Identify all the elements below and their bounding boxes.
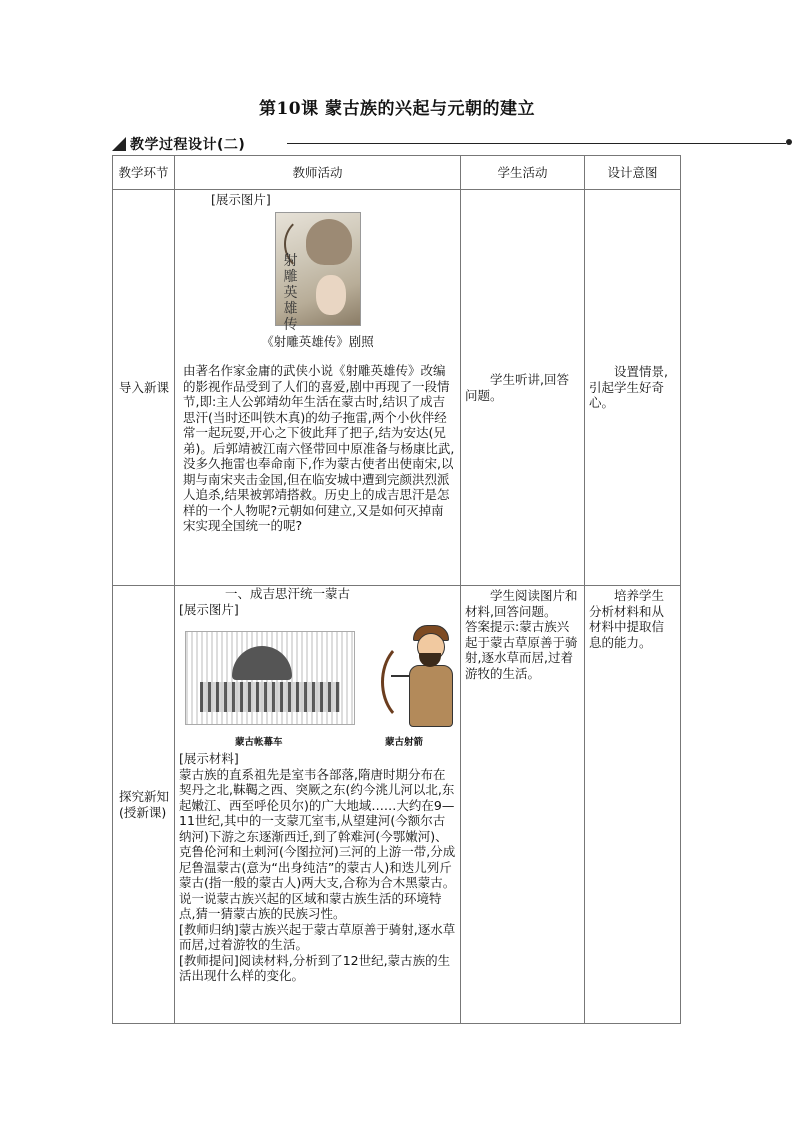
answer-hint: 答案提示:蒙古族兴起于蒙古草原善于骑射,逐水草而居,过着游牧的生活。: [465, 619, 578, 681]
header-teacher: 教师活动: [175, 156, 461, 190]
subsection-heading: 一、成吉思汗统一蒙古: [225, 586, 351, 601]
poster-caption: 《射雕英雄传》剧照: [261, 333, 374, 349]
show-image-label: [展示图片]: [211, 192, 271, 207]
archer-image: [391, 623, 463, 731]
question-text: 说一说蒙古族兴起的区域和蒙古族生活的环境特点,猜一猜蒙古族的民族习性。: [179, 890, 442, 921]
design-intent-intro: [585, 190, 681, 586]
student-text: 学生听讲,回答问题。: [465, 372, 569, 403]
show-image-label: [展示图片]: [179, 601, 239, 617]
lesson-title: 第10课 蒙古族的兴起与元朝的建立: [258, 99, 536, 119]
section-title: 教学过程设计(二): [130, 137, 246, 153]
lesson-plan-table: [112, 155, 681, 1024]
table-row: [113, 190, 681, 586]
header-student: 学生活动: [461, 156, 585, 190]
table-row: [113, 586, 681, 1024]
intent-text: 培养学生分析材料和从材料中提取信息的能力。: [589, 588, 665, 650]
tent-cart-image: [185, 631, 355, 725]
teacher-question: [教师提问]阅读材料,分析到了12世纪,蒙古族的生活出现什么样的变化。: [179, 952, 451, 983]
table-header-row: [113, 156, 681, 190]
show-material-label: [展示材料]: [179, 751, 239, 766]
poster-title: 射雕英雄传: [283, 252, 298, 333]
header-intent: 设计意图: [585, 156, 681, 190]
student-activity-new: [461, 586, 585, 1024]
teacher-summary: [教师归纳]蒙古族兴起于蒙古草原善于骑射,逐水草而居,过着游牧的生活。: [179, 921, 456, 952]
material-text: 蒙古族的直系祖先是室韦各部落,隋唐时期分布在契丹之北,靺鞨之西、突厥之东(约今洮儿河以北,东起嫩江、西至呼伦贝尔)的广大地域……大约在9—11世纪,其中的一支蒙兀室韦,从望建河(今额尔古纳河)下游之东逐渐西迁,到了斡难河(今鄂嫩河)、克鲁伦河和土剌河(今图拉河)三河的上游一带,分成尼鲁温蒙古(意为“出身纯洁”的蒙古人)和迭儿列斤蒙古(指一般的蒙古人)两大支,合称为合木黑蒙古。: [179, 766, 456, 890]
dot-icon: [786, 139, 792, 145]
caption-tent-cart: 蒙古帐幕车: [235, 737, 283, 748]
design-intent-new: [585, 586, 681, 1024]
drama-poster-image: [275, 212, 361, 333]
student-text: 学生阅读图片和材料,回答问题。: [465, 588, 578, 619]
triangle-icon: [112, 137, 126, 151]
intro-paragraph: 由著名作家金庸的武侠小说《射雕英雄传》改编的影视作品受到了人们的喜爱,剧中再现了一段情节,即:主人公郭靖幼年生活在蒙古时,结识了成吉思汗(当时还叫铁木真)的幼子拖雷,两个小伙伴经常一起玩耍,开心之下彼此拜了把子,结为安达(兄弟)。后郭靖被江南六怪带回中原准备与杨康比武,没多久拖雷也奉命南下,作为蒙古使者出使南宋,以期与南宋夹击金国,但在临安城中遭到完颜洪烈派人追杀,结果被郭靖搭救。历史上的成吉思汗是怎样的一个人物呢?元朝如何建立,又是如何灭掉南宋实现全国统一的呢?: [183, 363, 455, 533]
teacher-activity-intro: [175, 190, 461, 586]
section-rule: [287, 143, 786, 144]
intent-text: 设置情景,引起学生好奇心。: [589, 364, 668, 411]
student-activity-intro: [461, 190, 585, 586]
caption-archery: 蒙古射箭: [385, 737, 424, 748]
section-header: [112, 134, 792, 154]
stage-intro: 导入新课: [113, 190, 175, 586]
mongol-illustrations: [179, 623, 456, 751]
stage-new: 探究新知(授新课): [113, 586, 175, 1024]
header-stage: 教学环节: [113, 156, 175, 190]
teacher-activity-new: [175, 586, 461, 1024]
